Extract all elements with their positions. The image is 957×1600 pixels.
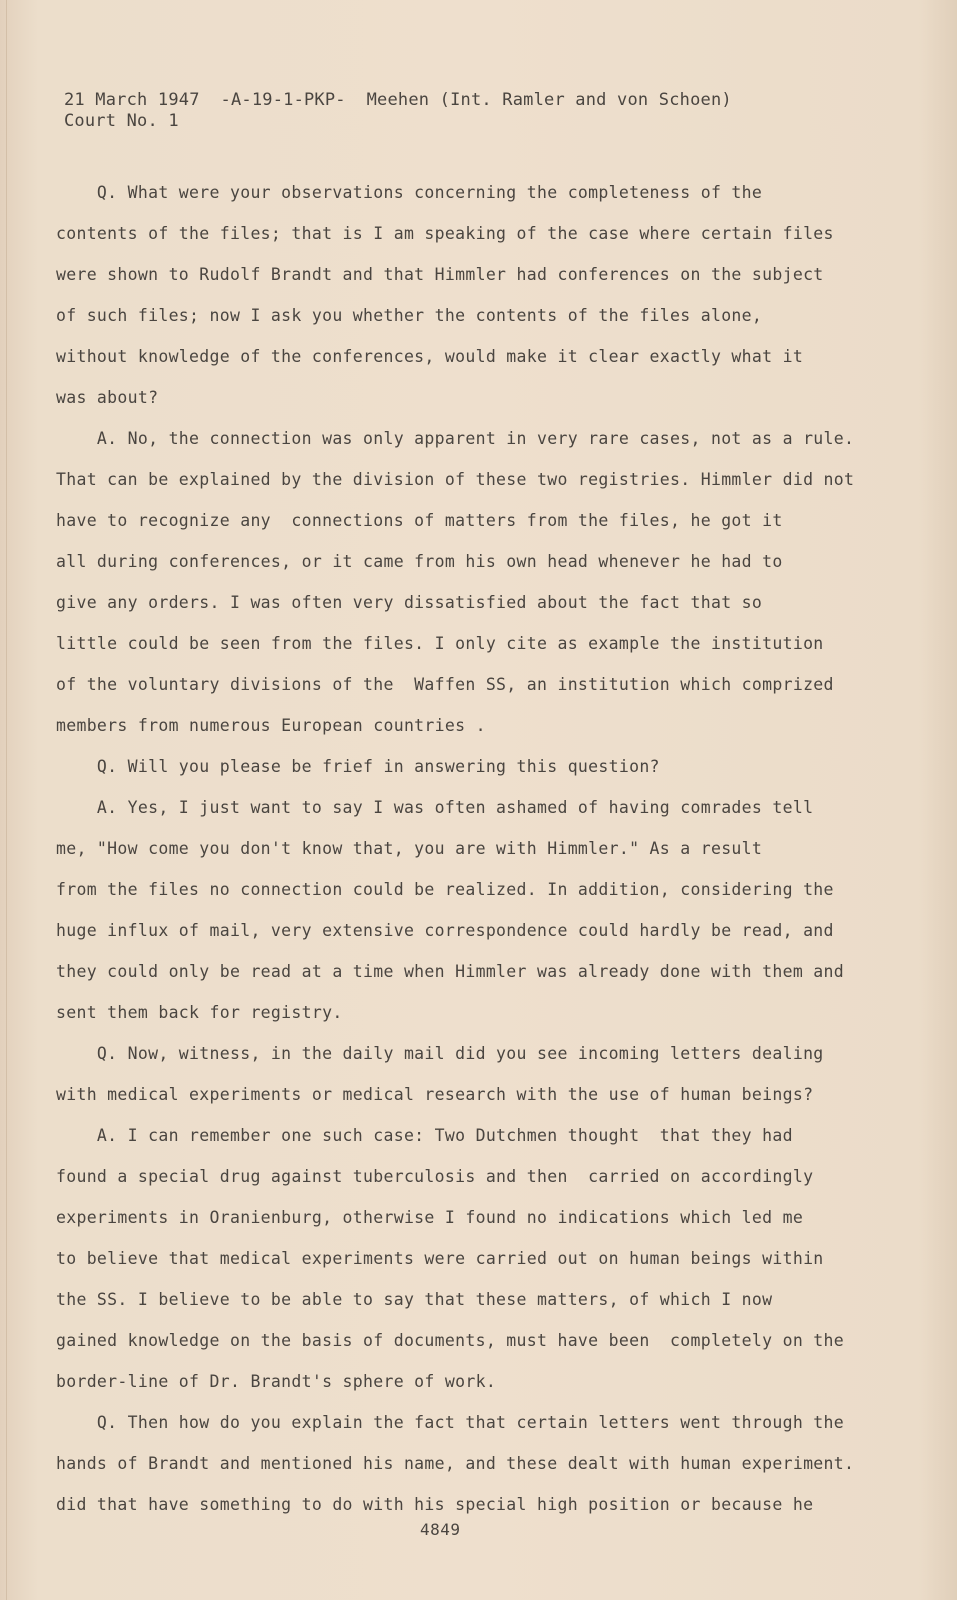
text-line: hands of Brandt and mentioned his name, and these dealt with human experiment.: [56, 1454, 855, 1473]
text-line: border-line of Dr. Brandt's sphere of work.: [56, 1372, 497, 1391]
text-line: without knowledge of the conferences, would make it clear exactly what it: [56, 347, 804, 366]
document-header: [64, 90, 732, 132]
text-line: Q. What were your observations concerning the completeness of the: [56, 183, 763, 202]
text-line: members from numerous European countries .: [56, 716, 486, 735]
text-line: were shown to Rudolf Brandt and that Himmler had conferences on the subject: [56, 265, 824, 284]
text-line: A. I can remember one such case: Two Dutchmen thought that they had: [56, 1126, 793, 1145]
text-line: of the voluntary divisions of the Waffen SS, an institution which comprized: [56, 675, 834, 694]
page-number: 4849: [420, 1520, 461, 1539]
text-line: contents of the files; that is I am speaking of the case where certain files: [56, 224, 834, 243]
text-line: little could be seen from the files. I only cite as example the institution: [56, 634, 824, 653]
text-line: A. Yes, I just want to say I was often ashamed of having comrades tell: [56, 798, 814, 817]
text-line: me, "How come you don't know that, you are with Himmler." As a result: [56, 839, 763, 858]
text-line: with medical experiments or medical research with the use of human beings?: [56, 1085, 814, 1104]
text-line: of such files; now I ask you whether the contents of the files alone,: [56, 306, 763, 325]
text-line: they could only be read at a time when Himmler was already done with them and: [56, 962, 845, 981]
text-line: was about?: [56, 388, 159, 407]
text-line: have to recognize any connections of matters from the files, he got it: [56, 511, 783, 530]
text-line: found a special drug against tuberculosis and then carried on accordingly: [56, 1167, 814, 1186]
header-line-2: Court No. 1: [64, 111, 179, 131]
text-line: That can be explained by the division of these two registries. Himmler did not: [56, 470, 855, 489]
text-line: A. No, the connection was only apparent in very rare cases, not as a rule.: [56, 429, 855, 448]
text-line: sent them back for registry.: [56, 1003, 343, 1022]
text-line: huge influx of mail, very extensive correspondence could hardly be read, and: [56, 921, 834, 940]
text-line: did that have something to do with his special high position or because he: [56, 1495, 814, 1514]
text-line: give any orders. I was often very dissatisfied about the fact that so: [56, 593, 763, 612]
paper-edge-line: [6, 0, 7, 1600]
text-line: from the files no connection could be realized. In addition, considering the: [56, 880, 834, 899]
text-line: Q. Then how do you explain the fact that certain letters went through the: [56, 1413, 845, 1432]
header-line-1: 21 March 1947 -A-19-1-PKP- Meehen (Int. Ramler and von Schoen): [64, 90, 732, 110]
text-line: the SS. I believe to be able to say that these matters, of which I now: [56, 1290, 773, 1309]
text-line: to believe that medical experiments were carried out on human beings within: [56, 1249, 824, 1268]
text-line: gained knowledge on the basis of documents, must have been completely on the: [56, 1331, 845, 1350]
text-line: all during conferences, or it came from his own head whenever he had to: [56, 552, 783, 571]
text-line: Q. Will you please be frief in answering this question?: [56, 757, 660, 776]
transcript-body: [56, 172, 856, 1525]
text-line: experiments in Oranienburg, otherwise I found no indications which led me: [56, 1208, 804, 1227]
text-line: Q. Now, witness, in the daily mail did you see incoming letters dealing: [56, 1044, 824, 1063]
